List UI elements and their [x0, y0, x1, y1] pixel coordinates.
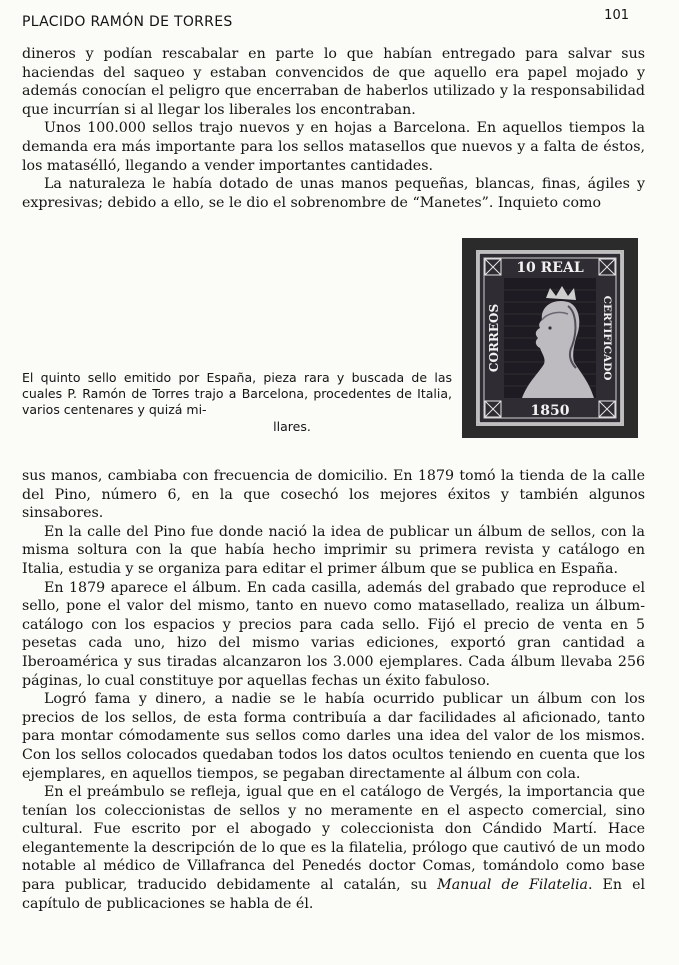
paragraph: Unos 100.000 sellos trajo nuevos y en hojas a Barcelona. En aquellos tiempos la demanda era más importante para los sellos matasellos que nuevos y a falta de éstos, los matasélló, llegando a vender importantes cantidades.: [22, 120, 645, 174]
stamp-bottom-label: 1850: [530, 403, 570, 419]
book-title: Manual de Filatelia: [437, 877, 588, 894]
paragraph: La naturaleza le había dotado de unas manos pequeñas, blancas, finas, ágiles y expresivas; debido a ello, se le dio el sobrenombre de “Manetes”. Inquieto como: [22, 176, 645, 211]
paragraph: En 1879 aparece el álbum. En cada casilla, además del grabado que reproduce el sello, pone el valor del mismo, tanto en nuevo como matasellado, realiza un álbum-catálogo con los espacios y precios para cada sello. Fijó el precio de venta en 5 pesetas cada uno, hizo del mismo varias ediciones, exportó gran cantidad a Iberoamérica y sus tiradas alcanzaron los 3.000 ejemplares. Cada álbum llevaba 256 páginas, lo cual constituye por aquellas fechas un éxito fabuloso.: [22, 579, 645, 689]
top-text-block: [22, 45, 645, 212]
caption-text: El quinto sello emitido por España, pieza rara y buscada de las cuales P. Ramón de Torres trajo a Barcelona, procedentes de Italia, varios centenares y quizá mi-: [22, 370, 452, 418]
bottom-text-block: [22, 467, 645, 913]
paragraph: En la calle del Pino fue donde nació la idea de publicar un álbum de sellos, con la misma soltura con la que había hecho imprimir su primera revista y catálogo en Italia, estudia y se organiza para editar el primer álbum que se publica en España.: [22, 523, 645, 577]
stamp-top-label: 10 REAL: [516, 260, 584, 276]
paragraph-text: En el preámbulo se refleja, igual que en el catálogo de Vergés, la importancia que tenían los coleccionistas de sellos y no meramente en el aspecto comercial, sino cultural. Fue escrito por el abogado y coleccionista don Cándido Martí. Hace elegantemente la descripción de lo que es la filatelia, prólogo que cautivó de un modo notable al médico de Villafranca del Penedés doctor Comas, tomándolo como base para publicar, traducido debidamente al catalán, su: [22, 784, 645, 894]
stamp-caption: [22, 370, 452, 435]
paragraph-tail: . En el capítulo de publicaciones se habla de él.: [22, 877, 646, 912]
paragraph: sus manos, cambiaba con frecuencia de domicilio. En 1879 tomó la tienda de la calle del Pino, número 6, en la que cosechó los mejores éxitos y también algunos sinsabores.: [22, 468, 645, 522]
stamp: [476, 250, 624, 426]
page-header: [22, 8, 629, 32]
stamp-left-label: CORREOS: [487, 303, 501, 373]
paragraph: dineros y podían rescabalar en parte lo que habían entregado para salvar sus haciendas del saqueo y estaban convencidos de que aquello era papel mojado y además conocían el peligro que encerraban de haberlos utilizado y la responsabilidad que incurrían si al llegar los liberales los encontraban.: [22, 46, 645, 118]
stamp-right-label: CERTIFICADO: [601, 295, 613, 381]
paragraph-last: [22, 783, 645, 913]
caption-last-line: llares.: [273, 418, 311, 434]
stamp-image: [462, 238, 638, 438]
running-title: PLACIDO RAMÓN DE TORRES: [22, 14, 233, 30]
stamp-drawing: [476, 250, 624, 426]
page-number: 101: [604, 8, 629, 23]
paragraph: Logró fama y dinero, a nadie se le había ocurrido publicar un álbum con los precios de los sellos, de esta forma contribuía a dar facilidades al aficionado, tanto para montar cómodamente sus sellos como darles una idea del valor de los mismos. Con los sellos colocados quedaban todos los datos ocultos teniendo en cuenta que los ejemplares, en aquellos tiempos, se pegaban directamente al álbum con cola.: [22, 691, 645, 782]
